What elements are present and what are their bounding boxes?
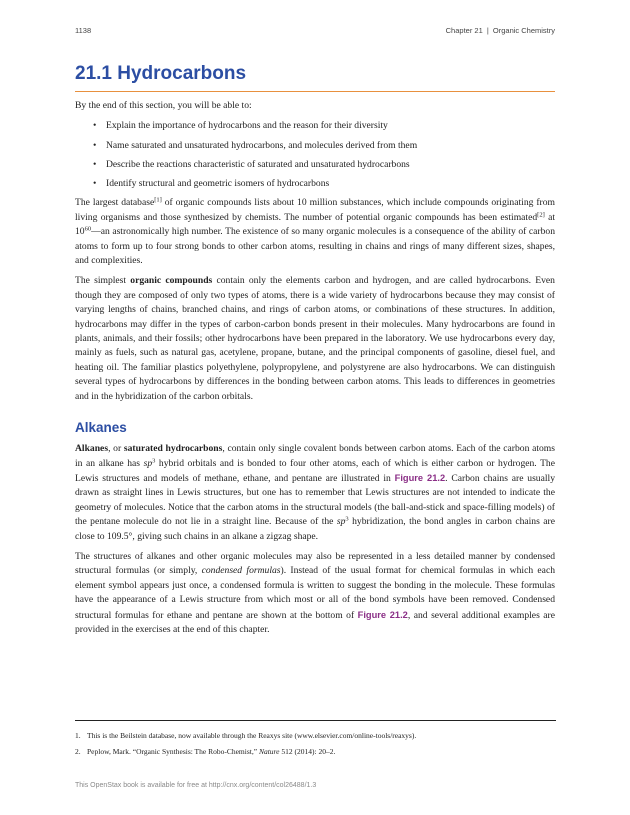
text-run: —an astronomically high number. The existence of so many organic molecules is a consequence of the ability of carbon atoms to form up to four strong bonds to other carbon atoms, resulting in chains and rings of many different sizes, shapes, and complexities. <box>75 226 555 267</box>
text-run: at 10 <box>75 211 556 238</box>
text-run: The simplest <box>75 275 131 287</box>
text-run: , contain only single covalent bonds between carbon atoms. Each of the carbon atoms in an alkane has <box>75 443 556 469</box>
paragraph-alkanes <box>75 442 555 544</box>
objective-item: • Identify structural and geometric isomers of hydrocarbons <box>106 177 555 191</box>
text-run: . Carbon chains are usually drawn as straight lines in Lewis structures, but one has to remember that Lewis structures are not intended to indicate the geometry of molecules. Notice that the carbon atoms in the structural models (the ball-and-stick and space-filling models) of the pentane molecule do not lie in a straight line. Because of the <box>75 472 555 528</box>
text-run: The largest database <box>75 197 155 209</box>
hybrid-sp: sp <box>143 457 153 469</box>
learning-objectives <box>75 119 555 191</box>
footnote-divider <box>75 720 556 721</box>
footnote-ref-2[interactable]: [2] <box>537 211 545 219</box>
key-term-saturated-hydrocarbons: saturated hydrocarbons <box>123 443 223 455</box>
text-run: hybrid orbitals and is bonded to four other atoms, each of which is either carbon or hydrogen. The Lewis structures and models of methane, ethane, and pentane are illustrated in <box>75 457 555 484</box>
footnote-item <box>75 747 556 757</box>
footnote-number: 1. <box>75 731 81 740</box>
intro-text: By the end of this section, you will be able to: <box>75 100 252 111</box>
chapter-title: Organic Chemistry <box>492 26 555 35</box>
main-content <box>75 99 555 643</box>
text-run: ). Instead of the usual format for chemical formulas in which each element symbol appears just once, a condensed formula is written to suggest the bonding in the molecule. These formulas have the appearance of a Lewis structure from which most or all of the bond symbols have been removed. Condensed structural formulas for ethane and pentane are shown at the bottom of <box>75 565 555 621</box>
chapter-header <box>446 26 555 35</box>
text-run: The structures of alkanes and other organic molecules may also be represented in a less detailed manner by condensed structural formulas (or simply, <box>75 550 555 577</box>
paragraph-condensed-formulas <box>75 550 555 637</box>
objective-item: • Name saturated and unsaturated hydrocarbons, and molecules derived from them <box>106 139 555 153</box>
section-title: 21.1 Hydrocarbons <box>75 63 555 92</box>
alkanes-heading: Alkanes <box>75 420 127 436</box>
exponent: 60 <box>84 225 92 233</box>
header-separator: | <box>486 26 489 35</box>
journal-name: Nature <box>258 747 280 756</box>
text-run: , and several additional examples are provided in the exercises at the end of this chapter. <box>75 609 555 635</box>
footnote-ref-1[interactable]: [1] <box>154 196 162 204</box>
page-number: 1138 <box>75 26 92 35</box>
running-header <box>75 26 555 35</box>
footnote-text: Peplow, Mark. “Organic Synthesis: The Robo-Chemist,” <box>87 747 259 756</box>
italic-term: condensed formulas <box>201 565 281 577</box>
text-run: contain only the elements carbon and hydrogen, and are called hydrocarbons. Even though they are composed of only two types of atoms, there is a wide variety of hydrocarbons because they may consist of varying lengths of chains, branched chains, and rings of carbon atoms, or combinations of these structures. In addition, hydrocarbons may differ in the types of carbon-carbon bonds present in their molecules. Many hydrocarbons are found in plants, animals, and their fossils; other hydrocarbons have been prepared in the laboratory. We use hydrocarbons every day, mainly as fuels, such as natural gas, acetylene, propane, butane, and the principal components of gasoline, diesel fuel, and heating oil. The familiar plastics polyethylene, polypropylene, and polystyrene are also hydrocarbons. We can distinguish several types of hydrocarbons by differences in the bonding between carbon atoms. This leads to differences in geometries and in the hybridization of the carbon orbitals. <box>75 275 555 402</box>
paragraph-database <box>75 196 555 268</box>
footnote-item <box>75 731 556 741</box>
paragraph-hydrocarbons <box>75 274 555 404</box>
footnote-text: This is the Beilstein database, now available through the Reaxys site (www.elsevier.com/online-tools/reaxys). <box>87 731 417 740</box>
text-run: hybridization, the bond angles in carbon chains are close to 109.5°, giving such chains in an alkane a zigzag shape. <box>75 516 555 542</box>
footnote-number: 2. <box>75 747 81 756</box>
text-run: , or <box>108 443 124 455</box>
objective-item: • Explain the importance of hydrocarbons and the reason for their diversity <box>106 119 555 133</box>
hybrid-sp: sp <box>336 516 346 528</box>
figure-link[interactable]: Figure 21.2 <box>357 609 408 620</box>
text-run: of organic compounds lists about 10 million substances, which include compounds originating from living organisms and those synthesized by chemists. The number of potential organic compounds has been estimated <box>75 197 555 223</box>
exponent: 3 <box>152 457 156 465</box>
key-term-organic-compounds: organic compounds <box>130 275 213 287</box>
chapter-label: Chapter 21 <box>445 26 483 35</box>
objective-item: • Describe the reactions characteristic of saturated and unsaturated hydrocarbons <box>106 158 555 172</box>
figure-link[interactable]: Figure 21.2 <box>394 472 446 483</box>
key-term-alkanes: Alkanes <box>75 443 109 455</box>
footnote-text: 512 (2014): 20–2. <box>279 747 336 756</box>
page-footer: This OpenStax book is available for free at http://cnx.org/content/col26488/1.3 <box>75 782 317 789</box>
footnotes <box>75 731 556 763</box>
exponent: 3 <box>345 515 349 523</box>
